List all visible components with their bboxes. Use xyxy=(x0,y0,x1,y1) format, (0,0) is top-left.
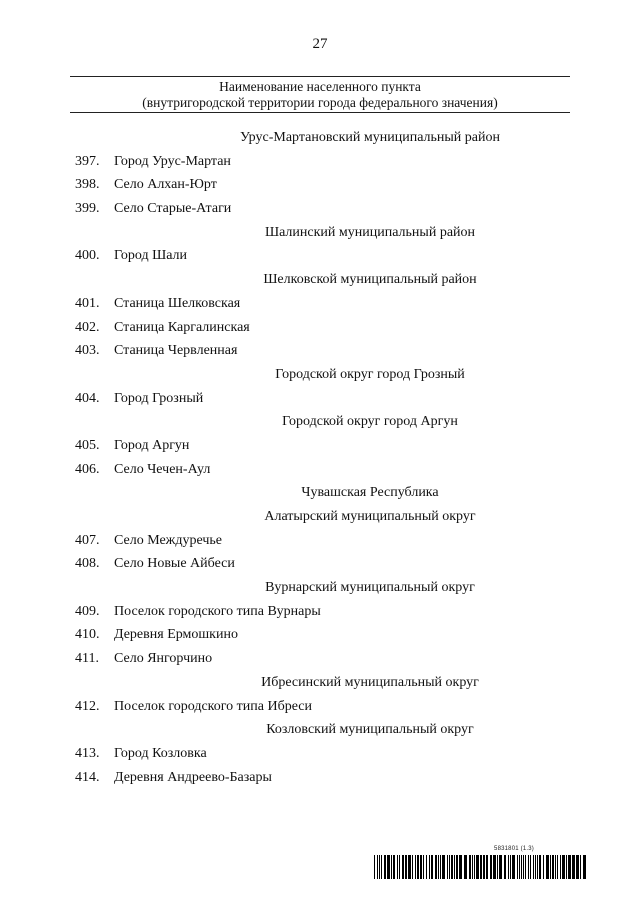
item-number: 405. xyxy=(75,437,100,453)
list-item xyxy=(0,695,640,719)
barcode-id-text: 5831801 (1.3) xyxy=(494,846,534,852)
barcode-bar xyxy=(483,855,485,879)
item-name: Село Междуречье xyxy=(114,532,222,548)
barcode-bar xyxy=(583,855,586,879)
barcode-bar xyxy=(472,855,473,879)
group-heading xyxy=(0,410,640,434)
barcode-bar xyxy=(412,855,413,879)
item-name: Поселок городского типа Ибреси xyxy=(114,698,312,714)
barcode-bar xyxy=(435,855,437,879)
item-number: 407. xyxy=(75,532,100,548)
list-item xyxy=(0,647,640,671)
barcode-bar xyxy=(417,855,419,879)
barcode-bar xyxy=(533,855,534,879)
item-number: 411. xyxy=(75,651,99,667)
list-item xyxy=(0,742,640,766)
barcode-bar xyxy=(397,855,398,879)
item-number: 397. xyxy=(75,153,100,169)
list-item xyxy=(0,387,640,411)
barcode-bar xyxy=(476,855,479,879)
barcode-bar xyxy=(429,855,430,879)
item-name: Город Шали xyxy=(114,248,188,264)
barcode-bar xyxy=(408,855,411,879)
item-name: Село Алхан-Юрт xyxy=(114,177,217,193)
barcode-bar xyxy=(426,855,427,879)
item-name: Станица Каргалинская xyxy=(114,319,250,335)
list-item xyxy=(0,197,640,221)
barcode-bar xyxy=(423,855,424,879)
barcode-bar xyxy=(459,855,462,879)
group-heading xyxy=(0,363,640,387)
group-heading xyxy=(0,126,640,150)
barcode-bar xyxy=(510,855,511,879)
item-number: 399. xyxy=(75,201,100,217)
list-item xyxy=(0,316,640,340)
settlement-list xyxy=(0,126,640,789)
barcode-bar xyxy=(523,855,524,879)
barcode-bar xyxy=(572,855,575,879)
item-number: 410. xyxy=(75,627,100,643)
item-number: 398. xyxy=(75,177,100,193)
list-item xyxy=(0,434,640,458)
item-name: Город Козловка xyxy=(114,745,207,761)
barcode-bar xyxy=(451,855,453,879)
list-item xyxy=(0,339,640,363)
barcode-bar xyxy=(464,855,467,879)
group-heading xyxy=(0,505,640,529)
barcode-bar xyxy=(504,855,506,879)
barcode-bar xyxy=(469,855,471,879)
item-name: Деревня Андреево-Базары xyxy=(114,769,272,785)
item-number: 400. xyxy=(75,248,100,264)
item-number: 409. xyxy=(75,603,100,619)
item-number: 406. xyxy=(75,461,100,477)
barcode-bar xyxy=(580,855,581,879)
item-name: Город Грозный xyxy=(114,390,204,406)
group-heading-title: Алатырский муниципальный округ xyxy=(264,509,476,524)
group-heading-title: Шелковской муниципальный район xyxy=(263,272,477,288)
item-name: Станица Шелковская xyxy=(114,295,241,311)
barcode-bar xyxy=(560,855,561,879)
barcode-bar xyxy=(550,855,551,879)
list-item xyxy=(0,458,640,482)
barcode-bar xyxy=(497,855,498,879)
barcode-bar xyxy=(552,855,554,879)
barcode-bar xyxy=(490,855,492,879)
barcode-bar xyxy=(555,855,556,879)
group-heading-title: Козловский муниципальный округ xyxy=(266,722,474,738)
barcode-bar xyxy=(420,855,422,879)
barcode-bar xyxy=(517,855,518,879)
list-item xyxy=(0,766,640,790)
barcode-bar xyxy=(528,855,529,879)
list-item xyxy=(0,173,640,197)
group-heading-title: Городской округ город Грозный xyxy=(275,366,465,382)
barcode-bar xyxy=(557,855,558,879)
barcode-bar xyxy=(374,855,375,879)
item-name: Станица Червленная xyxy=(114,343,238,359)
group-heading xyxy=(0,718,640,742)
group-heading-title: Шалинский муниципальный район xyxy=(264,224,476,240)
list-item xyxy=(0,150,640,174)
item-name: Деревня Ермошкино xyxy=(114,627,238,643)
barcode-block xyxy=(374,846,588,880)
item-number: 413. xyxy=(75,745,100,761)
barcode-bar xyxy=(546,855,549,879)
item-name: Поселок городского типа Вурнары xyxy=(114,603,321,619)
list-item xyxy=(0,600,640,624)
barcode-bar xyxy=(568,855,571,879)
item-number: 402. xyxy=(75,319,100,335)
column-header-line-2: (внутригородской территории города федерального значения) xyxy=(142,95,498,110)
barcode-bar xyxy=(486,855,488,879)
barcode-bar xyxy=(454,855,455,879)
barcode-bar xyxy=(431,855,433,879)
barcode-bar xyxy=(499,855,502,879)
list-item xyxy=(0,552,640,576)
item-name: Село Чечен-Аул xyxy=(114,461,211,477)
barcode-bar xyxy=(562,855,565,879)
barcode-bar xyxy=(377,855,378,879)
group-heading-title: Чувашская Республика xyxy=(301,485,439,501)
barcode-bar xyxy=(537,855,538,879)
group-heading xyxy=(0,481,640,505)
barcode-bar xyxy=(535,855,536,879)
barcode-bar xyxy=(381,855,382,879)
group-heading-title: Вурнарский муниципальный округ xyxy=(265,580,475,596)
list-item xyxy=(0,292,640,316)
group-heading xyxy=(0,671,640,695)
item-number: 401. xyxy=(75,295,100,311)
group-heading xyxy=(0,576,640,600)
barcode-bar xyxy=(512,855,515,879)
barcode-bar xyxy=(493,855,496,879)
item-name: Город Урус-Мартан xyxy=(114,153,231,169)
barcode-bar xyxy=(438,855,439,879)
barcode-bar xyxy=(530,855,531,879)
barcode-bar xyxy=(543,855,544,879)
barcode-bar xyxy=(387,855,390,879)
group-heading-title: Городской округ город Аргун xyxy=(282,414,458,430)
barcode-bar xyxy=(393,855,395,879)
group-heading-title: Урус-Мартановский муниципальный район xyxy=(240,130,500,145)
list-item xyxy=(0,529,640,553)
barcode-bar xyxy=(405,855,407,879)
item-number: 404. xyxy=(75,390,100,406)
item-name: Село Новые Айбеси xyxy=(114,556,235,572)
barcode-bar xyxy=(519,855,520,879)
barcode-bar xyxy=(474,855,475,879)
header-bottom-rule xyxy=(70,112,570,113)
item-number: 408. xyxy=(75,556,100,572)
barcode-bar xyxy=(449,855,450,879)
group-heading xyxy=(0,268,640,292)
item-number: 412. xyxy=(75,698,100,714)
group-heading-title: Ибресинский муниципальный округ xyxy=(261,674,479,690)
barcode-bar xyxy=(399,855,400,879)
barcode-bar xyxy=(539,855,541,879)
barcode-image xyxy=(374,855,588,879)
barcode-bar xyxy=(391,855,392,879)
list-item xyxy=(0,623,640,647)
page-number: 27 xyxy=(312,36,328,52)
item-name: Село Старые-Атаги xyxy=(114,201,232,217)
barcode-bar xyxy=(456,855,458,879)
item-name: Город Аргун xyxy=(114,437,190,453)
barcode-bar xyxy=(379,855,380,879)
barcode-bar xyxy=(440,855,441,879)
barcode-bar xyxy=(402,855,404,879)
barcode-bar xyxy=(525,855,526,879)
column-header xyxy=(70,79,570,111)
group-heading xyxy=(0,221,640,245)
barcode-bar xyxy=(480,855,482,879)
item-number: 403. xyxy=(75,343,100,359)
item-number: 414. xyxy=(75,769,100,785)
item-name: Село Янгорчино xyxy=(114,651,213,667)
barcode-bar xyxy=(415,855,416,879)
barcode-bar xyxy=(447,855,448,879)
list-item xyxy=(0,244,640,268)
barcode-bar xyxy=(521,855,522,879)
barcode-bar xyxy=(442,855,445,879)
header-top-rule xyxy=(70,76,570,77)
barcode-bar xyxy=(508,855,509,879)
column-header-line-1: Наименование населенного пункта xyxy=(219,79,421,94)
barcode-bar xyxy=(576,855,579,879)
barcode-bar xyxy=(566,855,567,879)
barcode-bar xyxy=(384,855,386,879)
